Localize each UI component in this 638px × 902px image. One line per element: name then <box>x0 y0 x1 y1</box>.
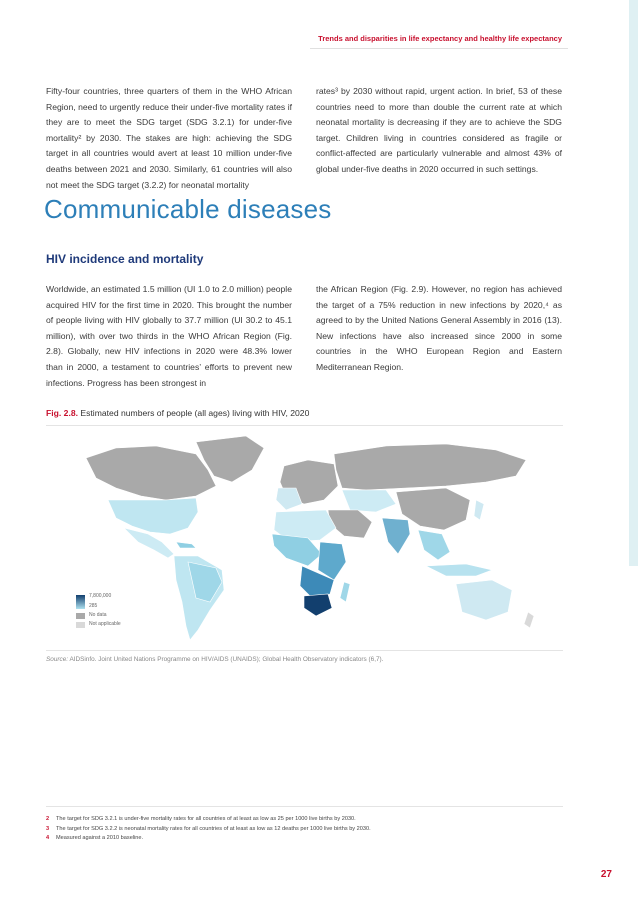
figure-title: Estimated numbers of people (all ages) living with HIV, 2020 <box>80 408 310 418</box>
footnote-text: The target for SDG 3.2.2 is neonatal mortality rates for all countries of at least as low as 12 deaths per 1000 live births by 2030. <box>56 825 371 832</box>
region-middle-east <box>328 510 372 538</box>
footnote-rule <box>46 806 563 807</box>
figure-rule-bottom <box>46 650 563 651</box>
region-southeast-asia <box>418 530 450 560</box>
header-rule <box>310 48 568 49</box>
figure-label: Fig. 2.8. <box>46 408 78 418</box>
figure-caption <box>46 408 309 418</box>
body-paragraph-2-right: the African Region (Fig. 2.9). However, no region has achieved the target of a 75% reduction in new infections by 2020,⁴ as agreed to by the United Nations General Assembly in 2016 (13). New infections have also increased since 2000 in some countries in the WHO European Region and Eastern Mediterranean Region. <box>316 284 562 372</box>
page-number: 27 <box>600 869 612 880</box>
region-caribbean <box>176 542 196 548</box>
page-edge-tab <box>629 0 638 566</box>
region-india <box>382 518 410 554</box>
footnote-item <box>46 815 371 825</box>
running-header: Trends and disparities in life expectancy and healthy life expectancy <box>318 34 562 43</box>
footnote-item <box>46 825 371 835</box>
legend-min-label: 285 <box>89 603 98 609</box>
region-central-asia <box>342 490 396 512</box>
legend-no-data-label: No data <box>89 612 107 618</box>
region-new-zealand <box>524 612 534 628</box>
footnote-number: 4 <box>46 835 50 842</box>
footnote-item <box>46 834 371 844</box>
region-madagascar <box>340 582 350 602</box>
legend-max-label: 7,800,000 <box>89 593 112 599</box>
source-label: Source: <box>46 656 69 663</box>
figure-rule-top <box>46 425 563 426</box>
body-paragraph-1-right: rates³ by 2030 without rapid, urgent action. In brief, 53 of these countries need to more than double the current rate at which neonatal mortality is decreasing if they are to achieve the SDG target. Children living in countries considered as fragile or conflict-affected are particularly vulnerable and almost 43% of global under-five deaths in 2020 occurred in such settings. <box>316 86 562 174</box>
footnotes <box>46 815 371 844</box>
legend-not-applicable-swatch <box>76 622 85 628</box>
region-japan <box>474 500 484 520</box>
footnote-number: 2 <box>46 816 50 822</box>
region-south-africa <box>304 594 332 616</box>
subsection-title: HIV incidence and mortality <box>46 252 204 266</box>
legend-no-data-swatch <box>76 613 85 619</box>
legend-not-applicable-label: Not applicable <box>89 621 121 627</box>
body-paragraph-2-left: Worldwide, an estimated 1.5 million (UI 1.0 to 2.0 million) people acquired HIV for the first time in 2020. This brought the number of people living with HIV globally to 37.7 million (UI 30.2 to 45.1 million), with over two thirds in the WHO African Region (Fig. 2.8). Globally, new HIV infections in 2020 were 48.3% lower than in 2000, a testament to countries’ efforts to prevent new infections. Progress has been strongest in <box>46 284 292 388</box>
footnote-text: The target for SDG 3.2.1 is under-five mortality rates for all countries of at least as low as 25 per 1000 live births by 2030. <box>56 816 356 822</box>
footnote-text: Measured against a 2010 baseline. <box>56 835 144 842</box>
legend-gradient <box>76 595 85 609</box>
section-title: Communicable diseases <box>44 194 332 224</box>
region-east-africa <box>318 542 346 580</box>
region-indonesia <box>426 564 492 576</box>
footnote-number: 3 <box>46 825 50 832</box>
region-russia <box>334 444 526 490</box>
world-map-graphic <box>46 430 566 645</box>
region-north-america-north <box>86 446 216 500</box>
world-map <box>46 430 566 645</box>
region-usa <box>108 498 198 534</box>
source-text: AIDSinfo. Joint United Nations Programme on HIV/AIDS (UNAIDS); Global Health Observatory indicators (6,7). <box>69 656 384 663</box>
region-australia <box>456 580 512 620</box>
figure-source <box>46 656 383 663</box>
body-paragraph-1-left: Fifty-four countries, three quarters of them in the WHO African Region, need to urgently reduce their under-five mortality rates if they are to meet the SDG target (SDG 3.2.1) for under-five mortality² by 2030. The stakes are high: achieving the SDG target in all countries would avert at least 10 million under-five deaths between 2021 and 2030. Similarly, 61 countries will also not meet the SDG target (3.2.2) for neonatal mortality <box>46 86 292 190</box>
